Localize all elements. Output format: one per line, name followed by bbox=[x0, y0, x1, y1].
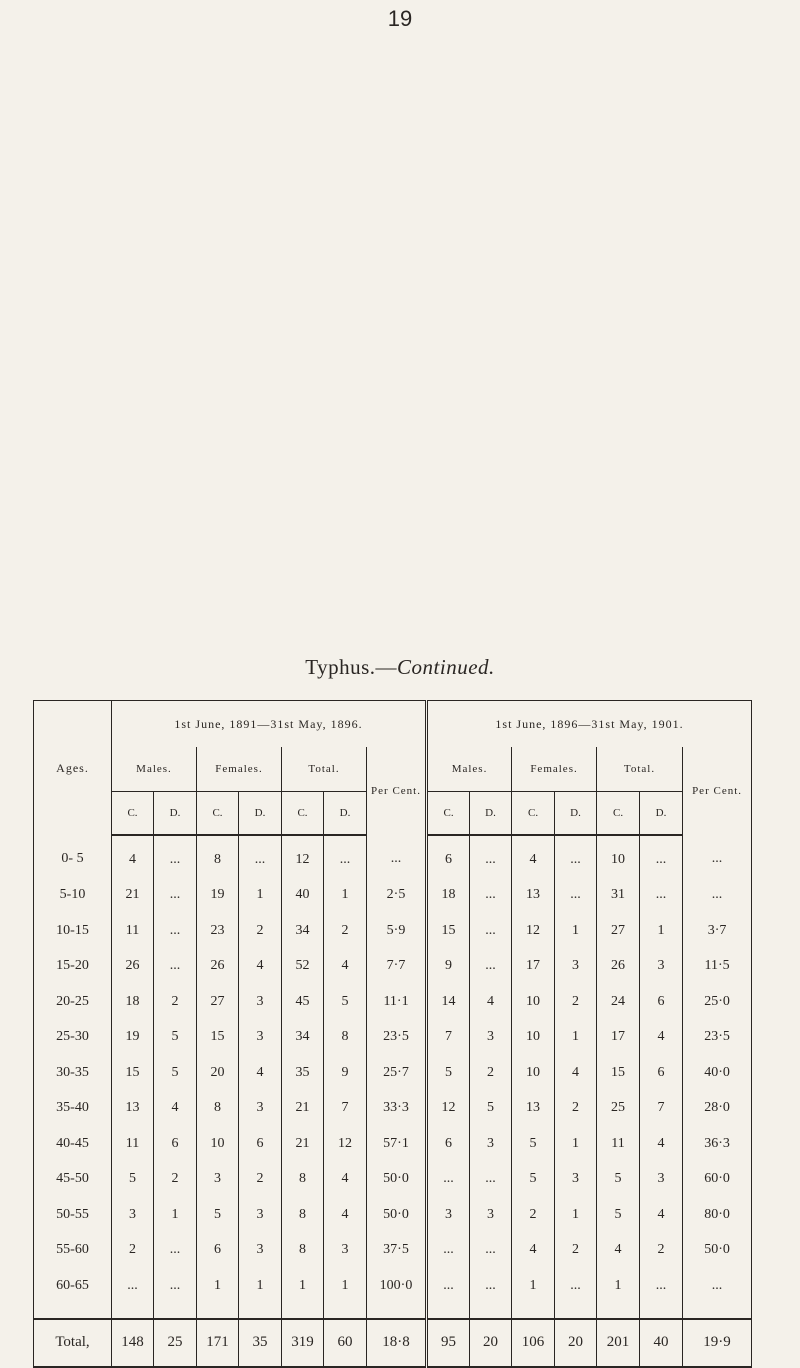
cell: 9 bbox=[427, 949, 470, 985]
cell: ... bbox=[683, 835, 752, 878]
cell: 50·0 bbox=[367, 1197, 427, 1233]
cell: 5 bbox=[470, 1091, 512, 1127]
cell: 25 bbox=[597, 1091, 640, 1127]
cell: 4 bbox=[239, 1055, 282, 1091]
total-cell: 35 bbox=[239, 1319, 282, 1367]
cell: 19 bbox=[197, 878, 239, 914]
cell: 7·7 bbox=[367, 949, 427, 985]
cell: 1 bbox=[597, 1268, 640, 1304]
cell: 50·0 bbox=[683, 1233, 752, 1269]
cell: ... bbox=[367, 835, 427, 878]
cell: 13 bbox=[512, 1091, 555, 1127]
cell: 28·0 bbox=[683, 1091, 752, 1127]
cell: ... bbox=[640, 835, 683, 878]
cell: 3 bbox=[239, 1197, 282, 1233]
cell: 37·5 bbox=[367, 1233, 427, 1269]
table-title bbox=[0, 655, 800, 680]
c-header: C. bbox=[112, 792, 154, 836]
cell: ... bbox=[640, 1268, 683, 1304]
cell: 27 bbox=[197, 984, 239, 1020]
cell: 13 bbox=[512, 878, 555, 914]
total-cell: 20 bbox=[470, 1319, 512, 1367]
page-number: 19 bbox=[387, 6, 413, 31]
cell: ... bbox=[470, 1268, 512, 1304]
table-body bbox=[34, 835, 752, 1367]
total-cell: 148 bbox=[112, 1319, 154, 1367]
cell: 8 bbox=[282, 1233, 324, 1269]
cell: 19 bbox=[112, 1020, 154, 1056]
cell: 17 bbox=[512, 949, 555, 985]
cell: 3 bbox=[640, 949, 683, 985]
cell: 3·7 bbox=[683, 913, 752, 949]
cell: 21 bbox=[282, 1126, 324, 1162]
cell: ... bbox=[112, 1268, 154, 1304]
spacer-cell bbox=[282, 1304, 324, 1319]
age-cell: 55-60 bbox=[34, 1233, 112, 1269]
cell: 4 bbox=[640, 1020, 683, 1056]
d-header: D. bbox=[239, 792, 282, 836]
cell: 2 bbox=[112, 1233, 154, 1269]
cell: 1 bbox=[197, 1268, 239, 1304]
cell: 27 bbox=[597, 913, 640, 949]
cell: 7 bbox=[427, 1020, 470, 1056]
cell: 3 bbox=[239, 984, 282, 1020]
cell: 40 bbox=[282, 878, 324, 914]
cell: 1 bbox=[282, 1268, 324, 1304]
cell: 6 bbox=[640, 984, 683, 1020]
cell: 8 bbox=[282, 1197, 324, 1233]
cell: 52 bbox=[282, 949, 324, 985]
age-cell: 35-40 bbox=[34, 1091, 112, 1127]
cell: 12 bbox=[427, 1091, 470, 1127]
cell: 4 bbox=[324, 949, 367, 985]
cell: 26 bbox=[197, 949, 239, 985]
cell: 4 bbox=[470, 984, 512, 1020]
age-cell: 25-30 bbox=[34, 1020, 112, 1056]
cell: 4 bbox=[512, 835, 555, 878]
d-header: D. bbox=[640, 792, 683, 836]
total-cell: 40 bbox=[640, 1319, 683, 1367]
total-cell: 319 bbox=[282, 1319, 324, 1367]
cell: 26 bbox=[597, 949, 640, 985]
age-cell: 5-10 bbox=[34, 878, 112, 914]
spacer-cell bbox=[367, 1304, 427, 1319]
cell: 2 bbox=[239, 1162, 282, 1198]
cell: 34 bbox=[282, 913, 324, 949]
cell: 1 bbox=[555, 1020, 597, 1056]
cell: 4 bbox=[324, 1162, 367, 1198]
cell: 2·5 bbox=[367, 878, 427, 914]
p2-males-header: Males. bbox=[427, 747, 512, 792]
cell: ... bbox=[154, 913, 197, 949]
table-row bbox=[34, 1233, 752, 1269]
cell: 1 bbox=[555, 1126, 597, 1162]
cell: 35 bbox=[282, 1055, 324, 1091]
cell: 4 bbox=[154, 1091, 197, 1127]
cell: 1 bbox=[154, 1197, 197, 1233]
cell: 80·0 bbox=[683, 1197, 752, 1233]
table-row bbox=[34, 835, 752, 878]
cell: 6 bbox=[239, 1126, 282, 1162]
cell: 17 bbox=[597, 1020, 640, 1056]
table-row bbox=[34, 1126, 752, 1162]
d-header: D. bbox=[470, 792, 512, 836]
age-cell: 0- 5 bbox=[34, 835, 112, 878]
total-cell: 95 bbox=[427, 1319, 470, 1367]
cell: 5 bbox=[112, 1162, 154, 1198]
spacer-cell bbox=[112, 1304, 154, 1319]
total-cell: 201 bbox=[597, 1319, 640, 1367]
table-row bbox=[34, 1091, 752, 1127]
cell: 3 bbox=[555, 1162, 597, 1198]
cell: 45 bbox=[282, 984, 324, 1020]
table-row bbox=[34, 1055, 752, 1091]
cell: 11·5 bbox=[683, 949, 752, 985]
spacer-cell bbox=[512, 1304, 555, 1319]
table-row bbox=[34, 1197, 752, 1233]
spacer-cell bbox=[197, 1304, 239, 1319]
cell: 4 bbox=[640, 1126, 683, 1162]
cell: 12 bbox=[512, 913, 555, 949]
age-cell: 45-50 bbox=[34, 1162, 112, 1198]
cell: 8 bbox=[197, 835, 239, 878]
cell: 5 bbox=[154, 1055, 197, 1091]
cell: 13 bbox=[112, 1091, 154, 1127]
cell: 2 bbox=[555, 984, 597, 1020]
cell: 4 bbox=[112, 835, 154, 878]
total-cell: 19·9 bbox=[683, 1319, 752, 1367]
cell: 10 bbox=[197, 1126, 239, 1162]
cell: 5 bbox=[512, 1162, 555, 1198]
spacer-cell bbox=[470, 1304, 512, 1319]
spacer-cell bbox=[324, 1304, 367, 1319]
total-label: Total, bbox=[34, 1319, 112, 1367]
cell: 15 bbox=[427, 913, 470, 949]
cell: 15 bbox=[197, 1020, 239, 1056]
cell: 6 bbox=[154, 1126, 197, 1162]
period2-header: 1st June, 1896—31st May, 1901. bbox=[427, 701, 752, 748]
cell: 100·0 bbox=[367, 1268, 427, 1304]
cell: 7 bbox=[640, 1091, 683, 1127]
p1-total-header: Total. bbox=[282, 747, 367, 792]
cell: 11 bbox=[112, 913, 154, 949]
total-cell: 20 bbox=[555, 1319, 597, 1367]
cell: 3 bbox=[239, 1091, 282, 1127]
p2-percent-header: Per Cent. bbox=[683, 747, 752, 835]
cell: 12 bbox=[324, 1126, 367, 1162]
p1-males-header: Males. bbox=[112, 747, 197, 792]
cell: 36·3 bbox=[683, 1126, 752, 1162]
cell: ... bbox=[154, 1233, 197, 1269]
cell: 26 bbox=[112, 949, 154, 985]
cell: 3 bbox=[427, 1197, 470, 1233]
cell: 1 bbox=[555, 913, 597, 949]
spacer-cell bbox=[640, 1304, 683, 1319]
cell: 5 bbox=[427, 1055, 470, 1091]
cell: 14 bbox=[427, 984, 470, 1020]
total-cell: 171 bbox=[197, 1319, 239, 1367]
cell: 18 bbox=[427, 878, 470, 914]
cell: 3 bbox=[239, 1020, 282, 1056]
age-cell: 50-55 bbox=[34, 1197, 112, 1233]
cell: ... bbox=[154, 878, 197, 914]
cell: ... bbox=[555, 835, 597, 878]
cell: 15 bbox=[112, 1055, 154, 1091]
cell: ... bbox=[427, 1233, 470, 1269]
total-cell: 18·8 bbox=[367, 1319, 427, 1367]
ages-header: Ages. bbox=[34, 701, 112, 836]
cell: 15 bbox=[597, 1055, 640, 1091]
cell: 31 bbox=[597, 878, 640, 914]
d-header: D. bbox=[324, 792, 367, 836]
spacer-cell bbox=[34, 1304, 112, 1319]
cell: 5 bbox=[597, 1162, 640, 1198]
cell: ... bbox=[683, 878, 752, 914]
cell: 24 bbox=[597, 984, 640, 1020]
cell: 3 bbox=[470, 1126, 512, 1162]
cell: 50·0 bbox=[367, 1162, 427, 1198]
c-header: C. bbox=[282, 792, 324, 836]
cell: 6 bbox=[640, 1055, 683, 1091]
age-cell: 40-45 bbox=[34, 1126, 112, 1162]
total-cell: 25 bbox=[154, 1319, 197, 1367]
cell: 1 bbox=[324, 878, 367, 914]
cell: 21 bbox=[112, 878, 154, 914]
p1-females-header: Females. bbox=[197, 747, 282, 792]
cell: 2 bbox=[555, 1233, 597, 1269]
cell: ... bbox=[324, 835, 367, 878]
cell: 1 bbox=[555, 1197, 597, 1233]
cell: 25·0 bbox=[683, 984, 752, 1020]
cell: 8 bbox=[197, 1091, 239, 1127]
cell: 1 bbox=[324, 1268, 367, 1304]
cell: 4 bbox=[597, 1233, 640, 1269]
spacer-cell bbox=[555, 1304, 597, 1319]
cell: ... bbox=[470, 835, 512, 878]
cell: ... bbox=[470, 1233, 512, 1269]
cell: 3 bbox=[555, 949, 597, 985]
cell: 1 bbox=[239, 878, 282, 914]
table-row bbox=[34, 1162, 752, 1198]
cell: 1 bbox=[640, 913, 683, 949]
cell: ... bbox=[470, 949, 512, 985]
cell: 5·9 bbox=[367, 913, 427, 949]
total-cell: 106 bbox=[512, 1319, 555, 1367]
cell: 23 bbox=[197, 913, 239, 949]
d-header: D. bbox=[154, 792, 197, 836]
spacer-cell bbox=[597, 1304, 640, 1319]
cell: ... bbox=[470, 1162, 512, 1198]
cell: 6 bbox=[197, 1233, 239, 1269]
cell: 9 bbox=[324, 1055, 367, 1091]
cell: 3 bbox=[470, 1020, 512, 1056]
cell: 5 bbox=[154, 1020, 197, 1056]
cell: 10 bbox=[512, 984, 555, 1020]
cell: 4 bbox=[512, 1233, 555, 1269]
cell: 3 bbox=[112, 1197, 154, 1233]
cell: 23·5 bbox=[683, 1020, 752, 1056]
spacer-cell bbox=[154, 1304, 197, 1319]
title-main: Typhus.— bbox=[305, 655, 398, 679]
cell: ... bbox=[154, 949, 197, 985]
cell: 4 bbox=[555, 1055, 597, 1091]
c-header: C. bbox=[427, 792, 470, 836]
cell: 2 bbox=[470, 1055, 512, 1091]
table-row bbox=[34, 1020, 752, 1056]
c-header: C. bbox=[197, 792, 239, 836]
cell: 2 bbox=[324, 913, 367, 949]
cell: 4 bbox=[239, 949, 282, 985]
cell: 11 bbox=[597, 1126, 640, 1162]
cell: ... bbox=[683, 1268, 752, 1304]
spacer-cell bbox=[427, 1304, 470, 1319]
cell: 2 bbox=[555, 1091, 597, 1127]
cell: 2 bbox=[239, 913, 282, 949]
cell: ... bbox=[470, 878, 512, 914]
cell: 40·0 bbox=[683, 1055, 752, 1091]
age-cell: 60-65 bbox=[34, 1268, 112, 1304]
cell: 1 bbox=[239, 1268, 282, 1304]
cell: 34 bbox=[282, 1020, 324, 1056]
cell: 3 bbox=[640, 1162, 683, 1198]
cell: ... bbox=[239, 835, 282, 878]
cell: 11 bbox=[112, 1126, 154, 1162]
cell: 5 bbox=[324, 984, 367, 1020]
cell: 11·1 bbox=[367, 984, 427, 1020]
cell: 6 bbox=[427, 1126, 470, 1162]
cell: 10 bbox=[597, 835, 640, 878]
table-row bbox=[34, 913, 752, 949]
age-cell: 10-15 bbox=[34, 913, 112, 949]
age-cell: 15-20 bbox=[34, 949, 112, 985]
period1-header: 1st June, 1891—31st May, 1896. bbox=[112, 701, 427, 748]
p2-females-header: Females. bbox=[512, 747, 597, 792]
typhus-table bbox=[33, 700, 752, 1368]
cell: ... bbox=[640, 878, 683, 914]
cell: 7 bbox=[324, 1091, 367, 1127]
cell: 3 bbox=[239, 1233, 282, 1269]
cell: 5 bbox=[597, 1197, 640, 1233]
p1-percent-header: Per Cent. bbox=[367, 747, 427, 835]
cell: 18 bbox=[112, 984, 154, 1020]
cell: ... bbox=[555, 878, 597, 914]
cell: 23·5 bbox=[367, 1020, 427, 1056]
cell: 10 bbox=[512, 1020, 555, 1056]
cell: ... bbox=[470, 913, 512, 949]
p2-total-header: Total. bbox=[597, 747, 683, 792]
cell: 8 bbox=[282, 1162, 324, 1198]
cell: 2 bbox=[640, 1233, 683, 1269]
cell: 25·7 bbox=[367, 1055, 427, 1091]
spacer-cell bbox=[239, 1304, 282, 1319]
cell: 2 bbox=[154, 984, 197, 1020]
table-row bbox=[34, 984, 752, 1020]
table-row bbox=[34, 878, 752, 914]
cell: 5 bbox=[197, 1197, 239, 1233]
cell: 57·1 bbox=[367, 1126, 427, 1162]
title-continued: Continued. bbox=[397, 655, 495, 679]
table-row bbox=[34, 949, 752, 985]
cell: 10 bbox=[512, 1055, 555, 1091]
cell: 60·0 bbox=[683, 1162, 752, 1198]
cell: 20 bbox=[197, 1055, 239, 1091]
cell: ... bbox=[427, 1162, 470, 1198]
spacer-row bbox=[34, 1304, 752, 1319]
cell: 4 bbox=[640, 1197, 683, 1233]
c-header: C. bbox=[512, 792, 555, 836]
d-header: D. bbox=[555, 792, 597, 836]
table-row bbox=[34, 1268, 752, 1304]
cell: 2 bbox=[512, 1197, 555, 1233]
cell: 2 bbox=[154, 1162, 197, 1198]
cell: ... bbox=[154, 835, 197, 878]
cell: ... bbox=[555, 1268, 597, 1304]
cell: 33·3 bbox=[367, 1091, 427, 1127]
cell: 12 bbox=[282, 835, 324, 878]
c-header: C. bbox=[597, 792, 640, 836]
spacer-cell bbox=[683, 1304, 752, 1319]
cell: 3 bbox=[197, 1162, 239, 1198]
cell: ... bbox=[427, 1268, 470, 1304]
cell: 21 bbox=[282, 1091, 324, 1127]
total-cell: 60 bbox=[324, 1319, 367, 1367]
cell: ... bbox=[154, 1268, 197, 1304]
cell: 5 bbox=[512, 1126, 555, 1162]
age-cell: 20-25 bbox=[34, 984, 112, 1020]
total-row bbox=[34, 1319, 752, 1367]
cell: 8 bbox=[324, 1020, 367, 1056]
cell: 6 bbox=[427, 835, 470, 878]
cell: 1 bbox=[512, 1268, 555, 1304]
cell: 4 bbox=[324, 1197, 367, 1233]
cell: 3 bbox=[470, 1197, 512, 1233]
cell: 3 bbox=[324, 1233, 367, 1269]
age-cell: 30-35 bbox=[34, 1055, 112, 1091]
